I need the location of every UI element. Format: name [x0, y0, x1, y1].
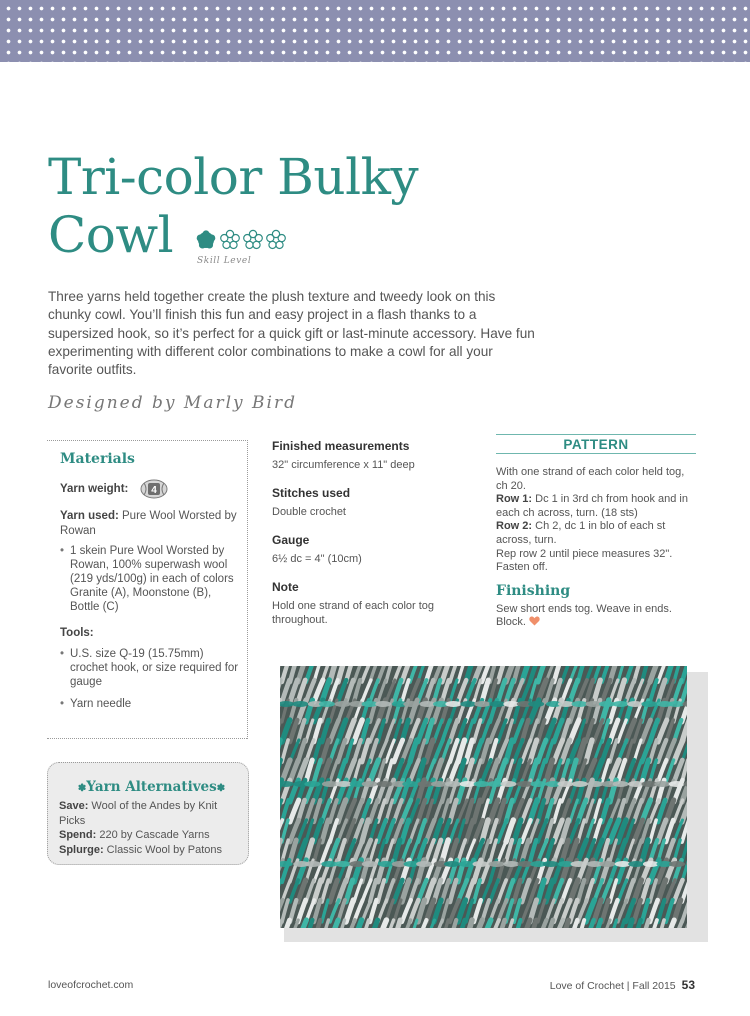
stitch-ridge: [431, 781, 447, 787]
stitch-ridge: [641, 701, 657, 707]
note-value: Hold one strand of each color tog throughout.: [272, 600, 435, 626]
pattern-repeat: Rep row 2 until piece measures 32". Fasten off.: [496, 547, 673, 574]
stitch-ridge: [402, 781, 418, 787]
stitch-ridge: [474, 701, 490, 707]
stitch-ridge: [445, 701, 461, 707]
stitch-ridge: [377, 781, 393, 787]
materials-box-border: [47, 738, 247, 739]
stitch-ridge: [460, 781, 476, 787]
stitch-ridge: [488, 861, 504, 867]
crochet-texture-image: [280, 666, 687, 928]
specs-column: [272, 438, 472, 640]
flower-bullet-icon: ✽: [77, 783, 87, 794]
yarn-alternatives-box: [47, 762, 249, 865]
intro-paragraph: Three yarns held together create the plush texture and tweedy look on this chunky cowl. You’ll finish this fun and easy project in a flash thanks to a supersized hook, so it’s perfect for a quick gift or last-minute accessory. Have fun experimenting with different color combinations to make a cowl for all your favorite outfits.: [48, 289, 535, 378]
skill-level-label: Skill Level: [197, 256, 252, 266]
stitch-ridge: [627, 701, 643, 707]
footer-magazine: Love of Crochet: [549, 980, 624, 992]
page-number: 53: [681, 978, 695, 992]
yarn-weight-skein-icon: [140, 479, 168, 499]
tools-label: Tools:: [60, 627, 94, 639]
yarn-weight-number: 4: [150, 485, 157, 496]
designer-credit: Designed by Marly Bird: [48, 393, 297, 413]
stitch-ridge: [669, 861, 685, 867]
tool-item-needle: • Yarn needle: [60, 697, 240, 711]
stitch-ridge: [558, 701, 574, 707]
stitch-ridge: [305, 861, 321, 867]
stitches-used-value: Double crochet: [272, 506, 346, 518]
stitch-ridge: [362, 781, 378, 787]
materials-heading: Materials: [60, 451, 135, 467]
yarn-used-value: Pure Wool Worsted by Rowan: [60, 510, 237, 537]
pattern-column: [496, 434, 696, 630]
stitch-ridge: [530, 781, 546, 787]
stitch-ridge: [362, 701, 378, 707]
flower-bullet-icon: ✽: [216, 783, 226, 794]
stitch-ridge: [572, 781, 588, 787]
stitch-ridge: [445, 781, 461, 787]
finishing-text: Sew short ends tog. Weave in ends. Block.: [496, 602, 672, 629]
stitch-ridge: [613, 701, 629, 707]
stitch-ridge: [375, 701, 391, 707]
heart-icon: [529, 616, 540, 626]
yarn-weight-label: Yarn weight:: [60, 483, 129, 496]
stitch-ridge: [403, 701, 419, 707]
crochet-swatch-photo: [280, 666, 687, 928]
title-line-2: Cowl: [48, 206, 174, 264]
pattern-row-2: Row 2: Ch 2, dc 1 in blo of each st across, turn.: [496, 520, 666, 546]
finishing-heading: Finishing: [496, 582, 571, 599]
footer-website: loveofcrochet.com: [48, 979, 134, 991]
stitch-ridge: [489, 701, 505, 707]
alternative-save: Save: Wool of the Andes by Knit Picks: [59, 800, 218, 827]
stitch-ridge: [460, 701, 476, 707]
pattern-row-1: Row 1: Dc 1 in 3rd ch from hook and in each ch across, turn. (18 sts): [496, 493, 688, 519]
stitch-ridge: [543, 861, 559, 867]
stitch-ridge: [517, 781, 533, 787]
stitch-ridge: [587, 781, 603, 787]
alternative-splurge: Splurge: Classic Wool by Patons: [59, 843, 223, 856]
stitch-ridge: [528, 701, 544, 707]
stitch-ridge: [304, 781, 320, 787]
yarn-used: [60, 509, 240, 538]
pattern-intro: With one strand of each color held tog, ch 20.: [496, 466, 685, 492]
skill-level-flowers-icon: [196, 227, 288, 253]
tools-list: [60, 647, 240, 711]
stitch-ridge: [416, 861, 432, 867]
stitch-ridge: [335, 701, 351, 707]
stitch-ridge: [362, 861, 378, 867]
finished-measurements-heading: Finished measurements: [272, 439, 410, 453]
yarn-used-label: Yarn used:: [60, 510, 119, 522]
stitch-ridge: [599, 701, 615, 707]
note-heading: Note: [272, 580, 299, 594]
gauge-heading: Gauge: [272, 533, 310, 547]
yarn-detail-list: [60, 544, 240, 614]
stitch-ridge: [472, 861, 488, 867]
stitch-ridge: [599, 861, 615, 867]
materials-box: [47, 440, 248, 739]
polka-dot-header-band: [0, 0, 750, 62]
stitch-ridge: [444, 861, 460, 867]
stitch-ridge: [572, 701, 588, 707]
stitch-ridge: [500, 781, 516, 787]
stitch-ridge: [557, 781, 573, 787]
finished-measurements-value: 32" circumference x 11" deep: [272, 459, 415, 471]
stitch-ridge: [335, 861, 351, 867]
stitch-ridge: [292, 701, 308, 707]
stitch-ridge: [654, 781, 670, 787]
alternative-spend: Spend: 220 by Cascade Yarns: [59, 829, 210, 841]
stitch-ridge: [474, 781, 490, 787]
stitch-ridge: [613, 781, 629, 787]
stitch-ridge: [336, 781, 352, 787]
stitch-ridge: [322, 781, 338, 787]
footer-issue-text: | Fall 2015: [623, 980, 676, 992]
gauge-value: 6½ dc = 4" (10cm): [272, 553, 362, 565]
footer-issue: [550, 978, 695, 992]
title-line-1: Tri-color Bulky: [48, 148, 419, 206]
stitch-ridge: [669, 781, 685, 787]
stitches-used-heading: Stitches used: [272, 486, 351, 500]
stitch-ridge: [459, 861, 475, 867]
yarn-detail-item: • 1 skein Pure Wool Worsted by Rowan, 100% superwash wool (219 yds/100g) in each of colors Granite (A), Moonstone (B), Bottle (C): [60, 544, 240, 614]
stitch-ridge: [571, 861, 587, 867]
stitch-ridge: [668, 701, 684, 707]
stitch-ridge: [503, 861, 519, 867]
stitch-ridge: [378, 861, 394, 867]
stitch-ridge: [628, 861, 644, 867]
tool-item-hook: • U.S. size Q-19 (15.75mm) crochet hook, or size required for gauge: [60, 647, 240, 689]
stitch-ridge: [419, 701, 435, 707]
stitch-ridge: [319, 701, 335, 707]
yarn-weight-row: [60, 479, 240, 499]
pattern-heading: PATTERN: [496, 434, 696, 454]
yarn-alternatives-heading: ✽Yarn Alternatives✽: [77, 779, 226, 795]
